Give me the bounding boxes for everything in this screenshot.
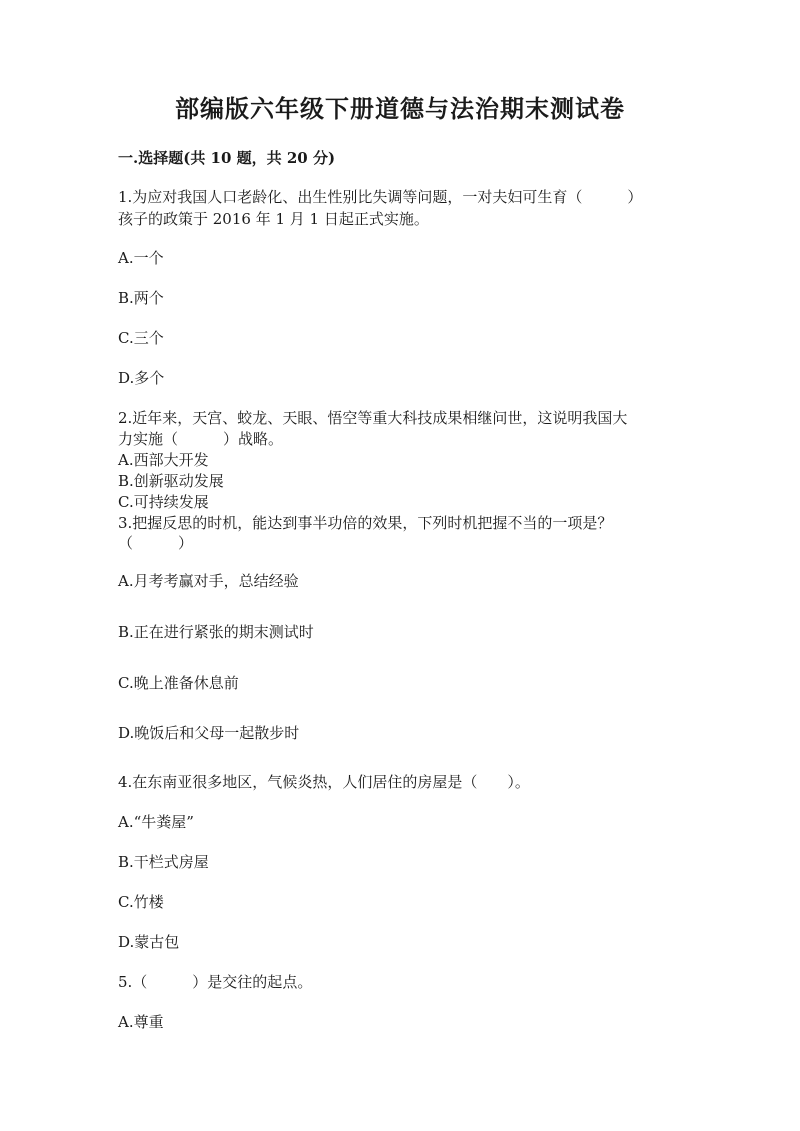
question-2-stem-line-2: 力实施（ ）战略。 xyxy=(118,430,284,448)
question-4-stem-line-1: 4.在东南亚很多地区，气候炎热，人们居住的房屋是（ ）。 xyxy=(118,773,530,791)
question-3-option-c: C.晚上准备休息前 xyxy=(118,674,239,692)
question-5-stem-line-1: 5.（ ）是交往的起点。 xyxy=(118,973,313,991)
question-3-stem-line-2: （ ） xyxy=(118,534,194,552)
question-2-stem-line-1: 2.近年来，天宫、蛟龙、天眼、悟空等重大科技成果相继问世，这说明我国大 xyxy=(118,409,628,427)
section-heading: 一.选择题(共 10 题，共 20 分) xyxy=(118,149,336,167)
question-4-option-a: A.“牛粪屋” xyxy=(118,813,194,831)
question-1-option-b: B.两个 xyxy=(118,289,164,307)
question-3-option-d: D.晚饭后和父母一起散步时 xyxy=(118,724,300,742)
question-2-option-c: C.可持续发展 xyxy=(118,493,209,511)
question-4-option-d: D.蒙古包 xyxy=(118,933,180,951)
question-1-option-c: C.三个 xyxy=(118,329,164,347)
question-1-stem-line-1: 1.为应对我国人口老龄化、出生性别比失调等问题，一对夫妇可生育（ ） xyxy=(118,188,643,206)
question-2-option-a: A.西部大开发 xyxy=(118,451,209,469)
question-4-option-c: C.竹楼 xyxy=(118,893,164,911)
question-2-option-b: B.创新驱动发展 xyxy=(118,472,224,490)
question-5-option-a: A.尊重 xyxy=(118,1013,164,1031)
question-1-option-a: A.一个 xyxy=(118,249,164,267)
question-4-option-b: B.干栏式房屋 xyxy=(118,853,209,871)
question-1-option-d: D.多个 xyxy=(118,369,165,387)
question-1-stem-line-2: 孩子的政策于 2016 年 1 月 1 日起正式实施。 xyxy=(118,210,429,228)
page-title: 部编版六年级下册道德与法治期末测试卷 xyxy=(175,94,625,123)
question-3-stem-line-1: 3.把握反思的时机，能达到事半功倍的效果，下列时机把握不当的一项是？ xyxy=(118,514,613,532)
question-3-option-a: A.月考考赢对手，总结经验 xyxy=(118,572,299,590)
question-3-option-b: B.正在进行紧张的期末测试时 xyxy=(118,623,314,641)
